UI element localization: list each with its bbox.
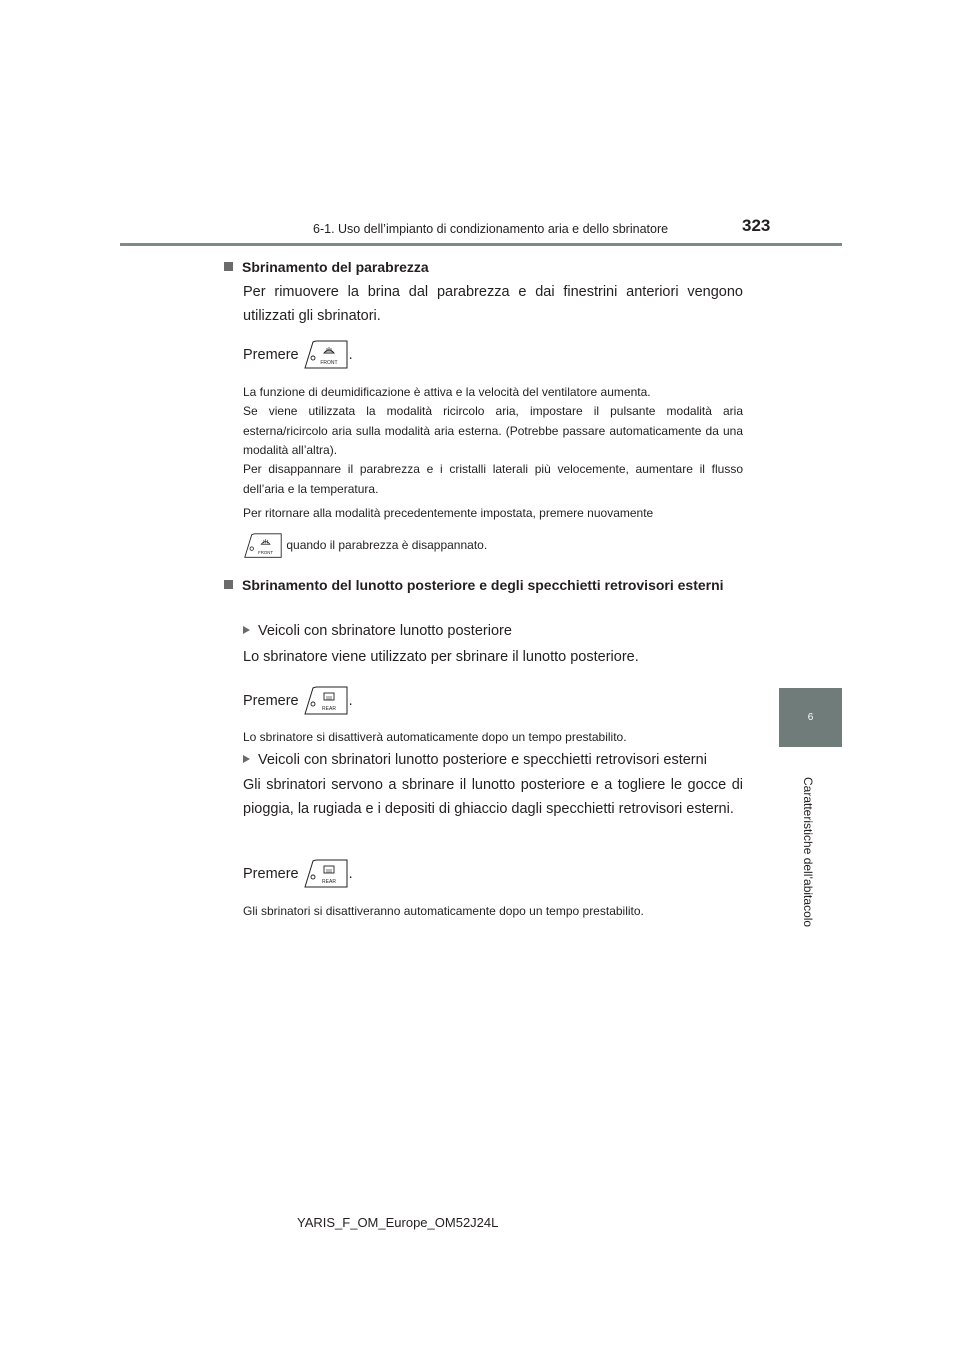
svg-text:REAR: REAR <box>321 706 336 712</box>
windshield-note-4-end: FRONT quando il parabrezza è disappannato. <box>243 533 743 559</box>
windshield-note-1: La funzione di deumidificazione è attiva e la velocità del ventilatore aumenta. <box>243 385 651 399</box>
chapter-tab[interactable] <box>779 688 842 747</box>
rear-subheading-2: Veicoli con sbrinatori lunotto posteriore e specchietti retrovisori esterni <box>243 749 707 771</box>
windshield-intro: Per rimuovere la brina dal parabrezza e dai finestrini anteriori vengono utilizzati gli sbrinatori. <box>243 284 743 324</box>
svg-text:FRONT: FRONT <box>320 360 338 366</box>
square-bullet-icon <box>224 262 233 271</box>
section-heading-rear: Sbrinamento del lunotto posteriore e degli specchietti retrovisori esterni <box>224 574 744 596</box>
rear-press-line-1: Premere REAR . <box>243 686 743 716</box>
rear-sub2-body: Gli sbrinatori servono a sbrinare il lunotto posteriore e a togliere le gocce di pioggia, la rugiada e i depositi di ghiaccio dagli specchietti retrovisori esterni. <box>243 777 743 817</box>
square-bullet-icon <box>224 580 233 589</box>
page-number: 323 <box>742 216 771 235</box>
windshield-note-3: Per disappannare il parabrezza e i cristalli laterali più velocemente, aumentare il flusso dell’aria e la temperatura. <box>243 462 743 496</box>
rear-sub1-body: Lo sbrinatore viene utilizzato per sbrinare il lunotto posteriore. <box>243 649 639 665</box>
front-defroster-button-icon[interactable] <box>243 533 283 559</box>
rear-press-line-2: Premere REAR . <box>243 859 743 889</box>
rear-defroster-button-icon[interactable] <box>303 686 349 716</box>
triangle-bullet-icon <box>243 755 250 763</box>
triangle-bullet-icon <box>243 626 250 634</box>
section-heading-windshield: Sbrinamento del parabrezza <box>224 256 744 278</box>
svg-text:REAR: REAR <box>321 879 336 885</box>
rear-sub1-note: Lo sbrinatore si disattiverà automaticamente dopo un tempo prestabilito. <box>243 730 627 744</box>
running-header: 6-1. Uso dell’impianto di condizionamento aria e dello sbrinatore <box>313 222 669 236</box>
document-code: YARIS_F_OM_Europe_OM52J24L <box>297 1215 499 1230</box>
svg-text:FRONT: FRONT <box>258 549 274 555</box>
windshield-note-4: Per ritornare alla modalità precedentemente impostata, premere nuovamente <box>243 506 654 520</box>
rear-sub2-note: Gli sbrinatori si disattiveranno automaticamente dopo un tempo prestabilito. <box>243 904 644 918</box>
rear-defroster-button-icon[interactable] <box>303 859 349 889</box>
press-label: Premere <box>243 346 299 363</box>
rear-subheading-1: Veicoli con sbrinatore lunotto posteriore <box>243 620 512 642</box>
chapter-side-label: Caratteristiche dell’abitacolo <box>801 777 815 928</box>
chapter-number: 6 <box>807 712 814 723</box>
header-divider <box>120 243 842 246</box>
windshield-note-2: Se viene utilizzata la modalità ricircolo aria, impostare il pulsante modalità aria esterna/ricircolo aria sulla modalità aria esterna. (Potrebbe passare automaticamente da una modalità all’altra). <box>243 404 743 457</box>
front-defroster-button-icon[interactable] <box>303 340 349 370</box>
windshield-press-line: Premere FRONT . <box>243 340 743 370</box>
